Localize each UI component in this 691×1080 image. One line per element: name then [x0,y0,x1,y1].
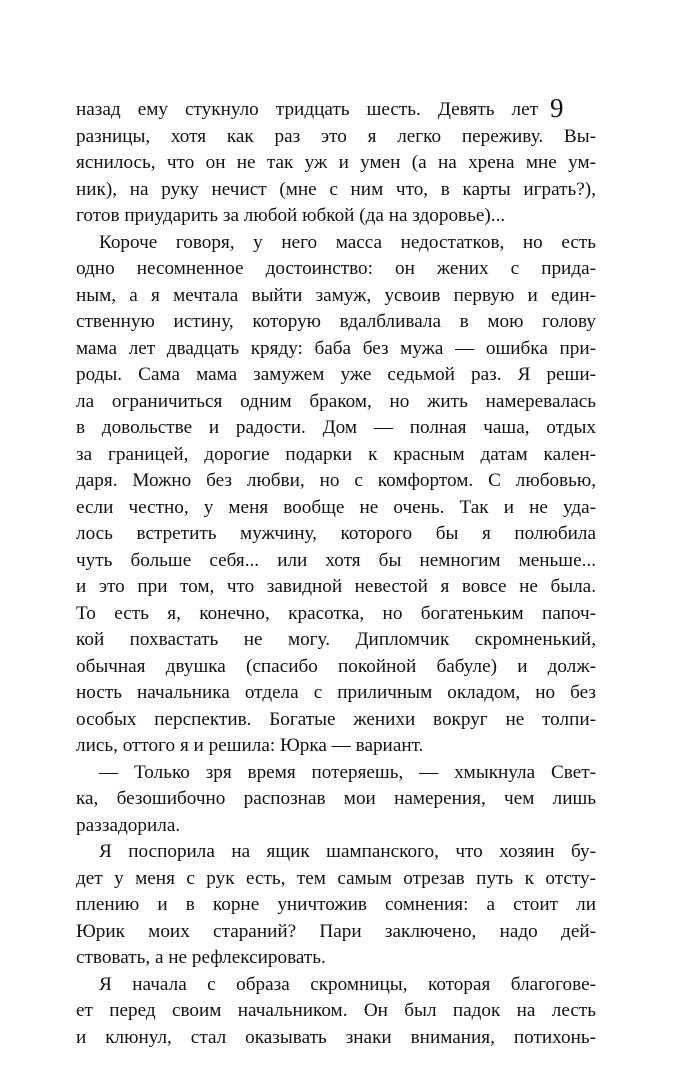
text-line: разницы, хотя как раз это я легко переживу. Вы- [76,125,596,147]
text-line: готов приударить за любой юбкой (да на здоровье)... [76,205,506,226]
text-line: ствовать, а не рефлексировать. [76,947,326,968]
text-line: ет перед своим начальником. Он был падок на лесть [76,1000,596,1021]
text-line: за границей, дорогие подарки к красным датам кален- [76,443,596,465]
text-line: одно несомненное достоинство: он жених с прида- [76,258,596,279]
text-line: плению и в корне уничтожив сомнения: а стоит ли [76,894,596,915]
text-line: роды. Сама мама замужем уже седьмой раз. Я реши- [76,364,596,385]
text-line: чуть больше себя... или хотя бы немногим меньше... [76,549,596,571]
text-line: ка, безошибочно распознав мои намерения, чем лишь [76,788,596,809]
text-line: особых перспектив. Богатые женихи вокруг не толпи- [76,708,596,730]
text-line: Короче говоря, у него масса недостатков, но есть [99,231,596,253]
text-line: лись, оттого я и решила: Юрка — вариант. [76,735,424,756]
text-line: лось встретить мужчину, которого бы я полюбила [76,523,596,544]
text-line: если честно, у меня вообще не очень. Так и не уда- [76,496,596,518]
text-line: и клюнул, стал оказывать знаки внимания, потихонь- [76,1026,596,1048]
text-line: кой похвастать не могу. Дипломчик скромненький, [76,629,596,650]
text-line: То есть я, конечно, красотка, но богатеньким папоч- [76,602,596,624]
text-line: — Только зря время потеряешь, — хмыкнула Свет- [99,761,596,783]
text-line: Я начала с образа скромницы, которая благогове- [99,973,596,995]
body-text [76,97,596,1051]
text-line: яснилось, что он не так уж и умен (а на хрена мне ум- [76,152,596,173]
text-line: в довольстве и радости. Дом — полная чаша, отдых [76,417,596,438]
text-line: Я поспорила на ящик шампанского, что хозяин бу- [99,841,596,862]
text-line: ным, а я мечтала выйти замуж, усвоив первую и един- [76,284,596,306]
text-line: дет у меня с рук есть, тем самым отрезав путь к отсту- [76,867,596,889]
text-line: и это при том, что завидной невестой я вовсе не была. [76,576,596,597]
text-line: ла ограничиться одним браком, но жить намеревалась [76,390,596,412]
text-line: даря. Можно без любви, но с комфортом. С любовью, [76,470,596,491]
text-line: ственную истину, которую вдалбливала в мою голову [76,311,596,332]
page-number: 9 [550,93,564,123]
text-line: мама лет двадцать кряду: баба без мужа — ошибка при- [76,337,596,359]
text-line: назад ему стукнуло тридцать шесть. Девять лет [76,99,538,120]
text-line: Юрик моих стараний? Пари заключено, надо дей- [76,920,596,942]
text-line: ность начальника отдела с приличным окладом, но без [76,682,596,703]
text-line: обычная двушка (спасибо покойной бабуле) и долж- [76,655,596,677]
text-line: раззадорила. [76,814,181,836]
text-line: ник), на руку нечист (мне с ним что, в карты играть?), [76,178,596,200]
